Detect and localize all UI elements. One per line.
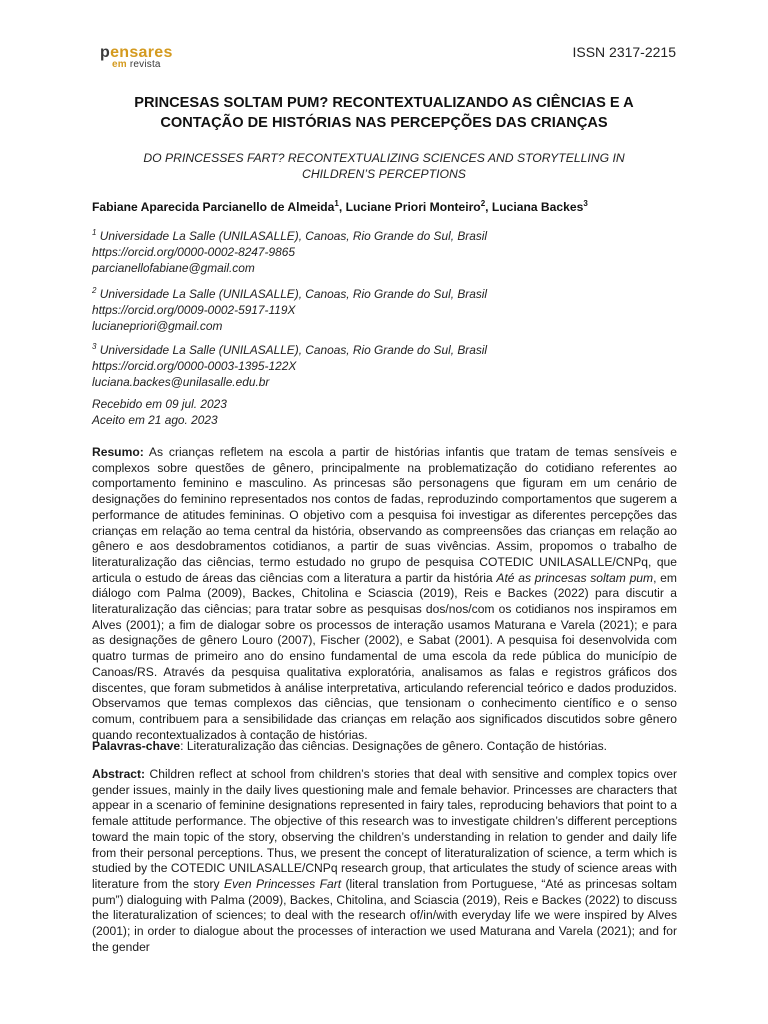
journal-logo xyxy=(100,45,173,70)
orcid-link[interactable]: https://orcid.org/0000-0003-1395-122X xyxy=(92,358,297,373)
logo-line1: pensares xyxy=(100,44,173,61)
affiliation-institution: $^3$ Universidade La Salle (UNILASALLE), Canoas, Rio Grande do Sul, Brasil xyxy=(92,342,488,357)
abstract-english: Abstract: Children reflect at school from children’s stories that deal with sensitive and complex topics over gender issues, mainly in the daily lives questioning male and female behavior. Princesses are characters that appear in a scenario of feminine designations represented in fairy tales, reproducing behaviors that point to a female attitude performance. The objective of this research was to investigate children’s different perceptions toward the main topic of the story, observing the children’s understanding in relation to gender and daily life from their personal perceptions. Thus, we present the concept of literaturalization of science, a term which is studied by the COTEDIC UNILASALLE/CNPq research group, that articulates the study of science areas with literature from the story Even Princesses Fart (literal translation from Portuguese, “Até as princesas soltam pum”) dialoguing with Palma (2009), Backes, Chitolina, and Sciascia (2019), Reis e Backes (2022) to discuss the literaturalization of sciences; to deal with the research of/in/with everyday life we were inspired by Alves (2001); in order to dialogue about the processes of interaction we used Maturana and Varela (2021); and for the gender xyxy=(92,767,677,954)
keywords-label: Palavras-chave xyxy=(92,739,181,753)
orcid-link[interactable]: https://orcid.org/0009-0002-5917-119X xyxy=(92,302,296,317)
email-link[interactable]: lucianepriori@gmail.com xyxy=(92,318,223,333)
orcid-link[interactable]: https://orcid.org/0000-0002-8247-9865 xyxy=(92,244,295,259)
story-title: Even Princesses Fart xyxy=(224,876,342,891)
logo-line2: em revista xyxy=(112,59,161,70)
email-link[interactable]: luciana.backes@unilasalle.edu.br xyxy=(92,374,270,389)
affiliation-institution: $^2$ Universidade La Salle (UNILASALLE), Canoas, Rio Grande do Sul, Brasil xyxy=(92,286,488,301)
affiliation-2 xyxy=(92,283,487,334)
abstract-label: Abstract: xyxy=(92,767,146,781)
abstract-portuguese: Resumo: As crianças refletem na escola a partir de histórias infantis que tratam de temas sensíveis e complexos sobre questões de gênero, principalmente na problematização do cotidiano referentes ao comportamento feminino e masculino. As princesas são personagens que figuram em um cenário de designações do feminino representados nos contos de fadas, reproduzindo comportamentos que sugerem a performance de atitudes femininas. O objetivo com a pesquisa foi investigar as diferentes percepções das crianças em relação ao tema central da história, observando as compreensões das crianças em relação ao gênero e aos desdobramentos cotidianos, a partir de suas vivências. Assim, propomos o trabalho de literaturalização das ciências, termo estudado no grupo de pesquisa COTEDIC UNILASALLE/CNPq, que articula o estudo de áreas das ciências com a literatura a partir da história Até as princesas soltam pum, em diálogo com Palma (2009), Backes, Chitolina e Sciascia (2019), Reis e Backes (2022) para discutir a literaturalização das ciências; para tratar sobre as pesquisas dos/nos/com os cotidianos nos inspiramos em Alves (2001); a fim de dialogar sobre os processos de interação usamos Maturana e Varela (2021); e para as designações de gênero Louro (2007), Fischer (2002), e Sabat (2001). A pesquisa foi desenvolvida com quatro turmas de primeiro ano do ensino fundamental de uma escola da rede pública do município de Canoas/RS. Através da pesquisa qualitativa exploratória, analisamos as falas e registros gráficos dos discentes, que foram submetidos à análise interpretativa, articulando referencial teórico e dados produzidos. Observamos que temas complexos das ciências, que tensionam o conhecimento científico e o senso comum, contribuem para a sensibilidade das crianças em relação aos significados discutidos sobre gênero quando recontextualizados à contação de histórias. xyxy=(92,445,677,742)
author-2: Luciane Priori Monteiro xyxy=(345,200,481,215)
received-date: Recebido em 09 jul. 2023 xyxy=(92,397,227,411)
email-link[interactable]: parcianellofabiane@gmail.com xyxy=(92,260,255,275)
accepted-date: Aceito em 21 ago. 2023 xyxy=(92,413,218,427)
resumo-label: Resumo: xyxy=(92,445,144,459)
issn: ISSN 2317-2215 xyxy=(572,44,676,60)
submission-dates xyxy=(92,396,227,428)
keywords: Palavras-chave: Literaturalização das ciências. Designações de gênero. Contação de histórias. xyxy=(92,739,607,753)
author-1: Fabiane Aparecida Parcianello de Almeida xyxy=(92,200,335,215)
author-list: Fabiane Aparecida Parcianello de Almeida$^1$, Luciane Priori Monteiro$^2$, Luciana Backes$^3$ xyxy=(92,199,588,215)
title-portuguese: PRINCESAS SOLTAM PUM? RECONTEXTUALIZANDO AS CIÊNCIAS E A CONTAÇÃO DE HISTÓRIAS NAS PERCEPÇÕES DAS CRIANÇAS xyxy=(134,95,634,131)
author-3: Luciana Backes xyxy=(491,200,584,215)
story-title: Até as princesas soltam pum xyxy=(496,570,654,585)
affiliation-institution: $^1$ Universidade La Salle (UNILASALLE), Canoas, Rio Grande do Sul, Brasil xyxy=(92,228,488,243)
title-english: DO PRINCESSES FART? RECONTEXTUALIZING SCIENCES AND STORYTELLING IN CHILDREN’S PERCEPTIONS xyxy=(143,151,625,181)
affiliation-3 xyxy=(92,339,487,390)
affiliation-1 xyxy=(92,225,487,276)
